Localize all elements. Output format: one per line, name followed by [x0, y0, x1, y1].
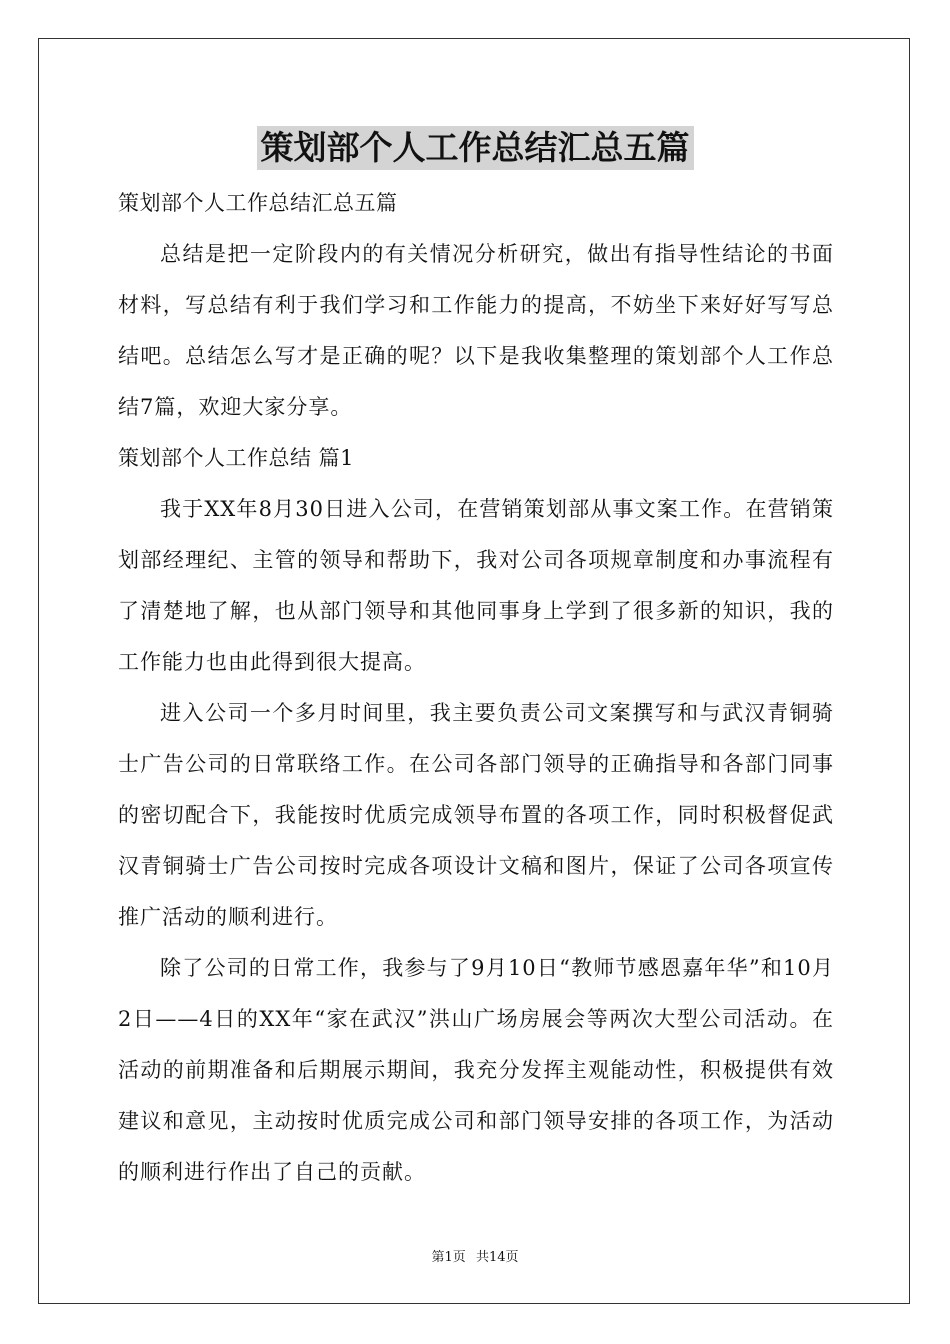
document-body	[118, 178, 834, 1198]
page-total: 共14页	[475, 1250, 519, 1265]
page-footer	[0, 1246, 950, 1265]
intro-paragraph: 总结是把一定阶段内的有关情况分析研究，做出有指导性结论的书面材料，写总结有利于我们学习和工作能力的提高，不妨坐下来好好写写总结吧。总结怎么写才是正确的呢？以下是我收集整理的策划部个人工作总结7篇，欢迎大家分享。	[118, 242, 834, 419]
title-container	[0, 126, 950, 170]
body-paragraph: 除了公司的日常工作，我参与了9月10日“教师节感恩嘉年华”和10月2日——4日的XX年“家在武汉”洪山广场房展会等两次大型公司活动。在活动的前期准备和后期展示期间，我充分发挥主观能动性，积极提供有效建议和意见，主动按时优质完成公司和部门领导安排的各项工作，为活动的顺利进行作出了自己的贡献。	[118, 956, 834, 1184]
document-subtitle: 策划部个人工作总结汇总五篇	[118, 191, 398, 215]
section-heading-1: 策划部个人工作总结 篇1	[118, 446, 355, 470]
document-title: 策划部个人工作总结汇总五篇	[257, 126, 694, 170]
body-paragraph: 进入公司一个多月时间里，我主要负责公司文案撰写和与武汉青铜骑士广告公司的日常联络工作。在公司各部门领导的正确指导和各部门同事的密切配合下，我能按时优质完成领导布置的各项工作，同时积极督促武汉青铜骑士广告公司按时完成各项设计文稿和图片，保证了公司各项宣传推广活动的顺利进行。	[118, 701, 834, 929]
page-number: 第1页	[431, 1250, 466, 1265]
body-paragraph: 我于XX年8月30日进入公司，在营销策划部从事文案工作。在营销策划部经理纪、主管的领导和帮助下，我对公司各项规章制度和办事流程有了清楚地了解，也从部门领导和其他同事身上学到了很多新的知识，我的工作能力也由此得到很大提高。	[118, 497, 834, 674]
